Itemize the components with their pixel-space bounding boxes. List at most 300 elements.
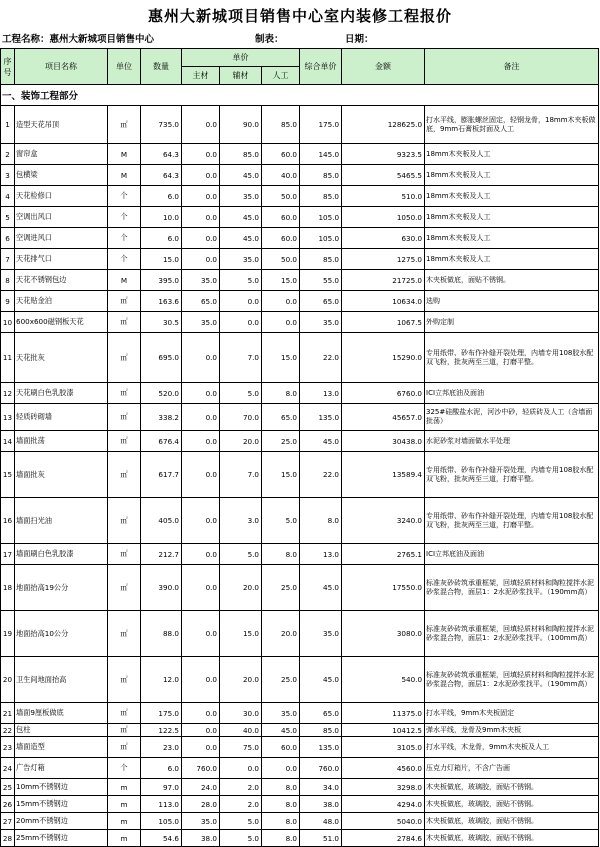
cell-amount: 30438.0: [342, 431, 425, 452]
cell-seq: 10: [1, 312, 15, 333]
cell-unit: 个: [108, 249, 141, 270]
cell-qty: 520.0: [141, 383, 182, 404]
cell-unit: ㎡: [108, 404, 141, 431]
cell-labor: 60.0: [262, 144, 300, 165]
cell-amount: 3080.0: [342, 611, 425, 657]
cell-labor: 0.0: [262, 758, 300, 779]
section-title: 一、装饰工程部分: [1, 85, 599, 106]
cell-combined-price: 35.0: [300, 312, 342, 333]
cell-main-material: 35.0: [182, 813, 220, 830]
cell-remark: ICI立邦底油及面油: [425, 544, 599, 565]
table-row: [1, 657, 599, 703]
cell-qty: 64.3: [141, 144, 182, 165]
cell-amount: 10412.5: [342, 724, 425, 737]
cell-qty: 10.0: [141, 207, 182, 228]
cell-unit: ㎡: [108, 498, 141, 544]
document-title: 惠州大新城项目销售中心室内装修工程报价: [147, 7, 452, 25]
cell-item-name: 墙面造型: [15, 737, 108, 758]
cell-combined-price: 35.0: [300, 611, 342, 657]
cell-amount: 10634.0: [342, 291, 425, 312]
cell-combined-price: 85.0: [300, 186, 342, 207]
cell-labor: 60.0: [262, 737, 300, 758]
cell-labor: 60.0: [262, 228, 300, 249]
cell-seq: 21: [1, 703, 15, 724]
cell-labor: 50.0: [262, 186, 300, 207]
table-row: [1, 452, 599, 498]
cell-labor: 15.0: [262, 333, 300, 383]
cell-amount: 17550.0: [342, 565, 425, 611]
cell-aux-material: 45.0: [220, 165, 262, 186]
cell-main-material: 0.0: [182, 228, 220, 249]
cell-combined-price: 55.0: [300, 270, 342, 291]
cell-item-name: 广告灯箱: [15, 758, 108, 779]
cell-unit: 个: [108, 228, 141, 249]
cell-seq: 15: [1, 452, 15, 498]
cell-seq: 13: [1, 404, 15, 431]
cell-remark: 打水平线，膨胀螺丝固定，轻钢龙骨，18mm木夹板做底，9mm石膏板封面及人工: [425, 106, 599, 144]
cell-seq: 16: [1, 498, 15, 544]
project-info-row: [0, 32, 600, 48]
cell-amount: 13589.4: [342, 452, 425, 498]
table-row: [1, 383, 599, 404]
cell-qty: 390.0: [141, 565, 182, 611]
cell-qty: 395.0: [141, 270, 182, 291]
cell-main-material: 0.0: [182, 498, 220, 544]
header-main: 主材: [182, 67, 220, 85]
cell-combined-price: 135.0: [300, 404, 342, 431]
header-row-top: [1, 49, 599, 67]
cell-unit: ㎡: [108, 452, 141, 498]
cell-main-material: 24.0: [182, 779, 220, 796]
cell-aux-material: 90.0: [220, 106, 262, 144]
cell-item-name: 天花排气口: [15, 249, 108, 270]
table-row: [1, 207, 599, 228]
cell-main-material: 0.0: [182, 383, 220, 404]
cell-aux-material: 7.0: [220, 452, 262, 498]
cell-combined-price: 8.0: [300, 498, 342, 544]
cell-remark: 标准灰砂砖筑承重框架，回填轻质材料和陶粒搅拌水泥砂浆混合物，面层1：2水泥砂浆找平。（100mm高）: [425, 611, 599, 657]
cell-seq: 9: [1, 291, 15, 312]
cell-aux-material: 0.0: [220, 291, 262, 312]
header-unit-price: 单价: [182, 49, 300, 67]
cell-labor: 25.0: [262, 565, 300, 611]
cell-combined-price: 45.0: [300, 431, 342, 452]
cell-remark: 18mm木夹板及人工: [425, 228, 599, 249]
header-combined: 综合单价: [300, 49, 342, 85]
cell-main-material: 0.0: [182, 144, 220, 165]
cell-labor: 85.0: [262, 106, 300, 144]
cell-unit: ㎡: [108, 737, 141, 758]
table-row: [1, 611, 599, 657]
cell-aux-material: 5.0: [220, 383, 262, 404]
table-row: [1, 565, 599, 611]
cell-amount: 9323.5: [342, 144, 425, 165]
cell-item-name: 空调出风口: [15, 207, 108, 228]
cell-combined-price: 48.0: [300, 813, 342, 830]
cell-remark: 18mm木夹板及人工: [425, 249, 599, 270]
cell-unit: ㎡: [108, 544, 141, 565]
table-row: [1, 758, 599, 779]
cell-remark: 325#硅酸盐水泥，河沙中砂，轻质砖及人工（含墙面批荡）: [425, 404, 599, 431]
cell-combined-price: 85.0: [300, 249, 342, 270]
cell-main-material: 760.0: [182, 758, 220, 779]
cell-seq: 17: [1, 544, 15, 565]
cell-item-name: 25mm不锈钢边: [15, 830, 108, 847]
cell-unit: M: [108, 165, 141, 186]
cell-item-name: 天花检修口: [15, 186, 108, 207]
cell-remark: 弹水平线，龙骨及9mm木夹板: [425, 724, 599, 737]
cell-seq: 22: [1, 724, 15, 737]
cell-item-name: 天花刷白色乳胶漆: [15, 383, 108, 404]
cell-labor: 60.0: [262, 207, 300, 228]
table-row: [1, 312, 599, 333]
cell-combined-price: 175.0: [300, 106, 342, 144]
cell-combined-price: 51.0: [300, 830, 342, 847]
cell-qty: 338.2: [141, 404, 182, 431]
cell-main-material: 0.0: [182, 207, 220, 228]
cell-aux-material: 2.0: [220, 779, 262, 796]
cell-unit: 个: [108, 758, 141, 779]
cell-main-material: 0.0: [182, 249, 220, 270]
cell-main-material: 0.0: [182, 724, 220, 737]
cell-qty: 15.0: [141, 249, 182, 270]
cell-aux-material: 5.0: [220, 270, 262, 291]
cell-labor: 35.0: [262, 703, 300, 724]
cell-seq: 11: [1, 333, 15, 383]
cell-unit: M: [108, 270, 141, 291]
cell-main-material: 0.0: [182, 452, 220, 498]
cell-seq: 1: [1, 106, 15, 144]
cell-item-name: 墙面9厘板做底: [15, 703, 108, 724]
cell-combined-price: 13.0: [300, 544, 342, 565]
table-row: [1, 106, 599, 144]
cell-qty: 676.4: [141, 431, 182, 452]
cell-item-name: 天花贴金泊: [15, 291, 108, 312]
cell-aux-material: 15.0: [220, 611, 262, 657]
cell-unit: m: [108, 796, 141, 813]
cell-amount: 21725.0: [342, 270, 425, 291]
cell-main-material: 0.0: [182, 565, 220, 611]
cell-qty: 88.0: [141, 611, 182, 657]
table-row: [1, 270, 599, 291]
cell-labor: 45.0: [262, 724, 300, 737]
cell-aux-material: 20.0: [220, 657, 262, 703]
header-item: 项目名称: [15, 49, 108, 85]
table-row: [1, 813, 599, 830]
table-row: [1, 498, 599, 544]
header-unit: 单位: [108, 49, 141, 85]
cell-combined-price: 38.0: [300, 796, 342, 813]
cell-labor: 65.0: [262, 404, 300, 431]
cell-item-name: 墙面刷白色乳胶漆: [15, 544, 108, 565]
quotation-table: [0, 48, 599, 847]
cell-combined-price: 13.0: [300, 383, 342, 404]
cell-unit: ㎡: [108, 611, 141, 657]
cell-qty: 97.0: [141, 779, 182, 796]
cell-amount: 11375.0: [342, 703, 425, 724]
cell-remark: 打水平线，木龙骨，9mm木夹板及人工: [425, 737, 599, 758]
cell-labor: 25.0: [262, 431, 300, 452]
cell-remark: ICI立邦底油及面油: [425, 383, 599, 404]
cell-labor: 8.0: [262, 383, 300, 404]
cell-amount: 6760.0: [342, 383, 425, 404]
cell-amount: 540.0: [342, 657, 425, 703]
cell-item-name: 包柱: [15, 724, 108, 737]
cell-remark: 18mm木夹板及人工: [425, 165, 599, 186]
cell-main-material: 0.0: [182, 186, 220, 207]
header-labor: 人工: [262, 67, 300, 85]
cell-labor: 25.0: [262, 657, 300, 703]
cell-remark: 压克力灯箱片，不含广告画: [425, 758, 599, 779]
cell-amount: 1067.5: [342, 312, 425, 333]
cell-labor: 8.0: [262, 779, 300, 796]
cell-labor: 20.0: [262, 611, 300, 657]
cell-qty: 617.7: [141, 452, 182, 498]
table-row: [1, 186, 599, 207]
cell-main-material: 0.0: [182, 165, 220, 186]
cell-item-name: 轻质砖砌墙: [15, 404, 108, 431]
cell-unit: ㎡: [108, 383, 141, 404]
cell-unit: ㎡: [108, 106, 141, 144]
cell-qty: 735.0: [141, 106, 182, 144]
cell-seq: 12: [1, 383, 15, 404]
cell-item-name: 墙面扫光油: [15, 498, 108, 544]
cell-qty: 175.0: [141, 703, 182, 724]
cell-qty: 105.0: [141, 813, 182, 830]
cell-amount: 3105.0: [342, 737, 425, 758]
cell-main-material: 0.0: [182, 431, 220, 452]
header-qty: 数量: [141, 49, 182, 85]
cell-item-name: 20mm不锈钢边: [15, 813, 108, 830]
cell-amount: 2765.1: [342, 544, 425, 565]
cell-qty: 695.0: [141, 333, 182, 383]
cell-unit: ㎡: [108, 703, 141, 724]
cell-unit: ㎡: [108, 724, 141, 737]
cell-combined-price: 145.0: [300, 144, 342, 165]
cell-seq: 7: [1, 249, 15, 270]
cell-remark: 外购定制: [425, 312, 599, 333]
cell-labor: 40.0: [262, 165, 300, 186]
table-row: [1, 291, 599, 312]
cell-amount: 4294.0: [342, 796, 425, 813]
cell-aux-material: 35.0: [220, 186, 262, 207]
table-row: [1, 249, 599, 270]
cell-unit: 个: [108, 207, 141, 228]
cell-qty: 113.0: [141, 796, 182, 813]
cell-qty: 30.5: [141, 312, 182, 333]
table-row: [1, 703, 599, 724]
cell-amount: 630.0: [342, 228, 425, 249]
cell-labor: 0.0: [262, 312, 300, 333]
cell-main-material: 0.0: [182, 737, 220, 758]
table-row: [1, 165, 599, 186]
cell-amount: 128625.0: [342, 106, 425, 144]
cell-item-name: 地面抬高10公分: [15, 611, 108, 657]
cell-main-material: 0.0: [182, 333, 220, 383]
cell-amount: 510.0: [342, 186, 425, 207]
cell-unit: M: [108, 144, 141, 165]
cell-aux-material: 5.0: [220, 813, 262, 830]
cell-main-material: 0.0: [182, 703, 220, 724]
cell-amount: 2784.6: [342, 830, 425, 847]
cell-unit: ㎡: [108, 657, 141, 703]
cell-qty: 23.0: [141, 737, 182, 758]
cell-qty: 6.0: [141, 758, 182, 779]
table-row: [1, 228, 599, 249]
cell-qty: 64.3: [141, 165, 182, 186]
cell-aux-material: 5.0: [220, 544, 262, 565]
maker-label: 制表：: [255, 34, 284, 45]
cell-amount: 45657.0: [342, 404, 425, 431]
cell-item-name: 15mm不锈钢边: [15, 796, 108, 813]
cell-item-name: 卫生间地面抬高: [15, 657, 108, 703]
cell-seq: 5: [1, 207, 15, 228]
cell-qty: 12.0: [141, 657, 182, 703]
cell-qty: 212.7: [141, 544, 182, 565]
section-row: [1, 85, 599, 106]
cell-labor: 15.0: [262, 270, 300, 291]
cell-amount: 5465.5: [342, 165, 425, 186]
cell-aux-material: 20.0: [220, 565, 262, 611]
cell-combined-price: 760.0: [300, 758, 342, 779]
cell-seq: 26: [1, 796, 15, 813]
cell-aux-material: 85.0: [220, 144, 262, 165]
cell-main-material: 0.0: [182, 106, 220, 144]
cell-remark: 木夹板做底，玻璃胶，面贴不锈钢。: [425, 830, 599, 847]
cell-main-material: 0.0: [182, 404, 220, 431]
cell-main-material: 35.0: [182, 312, 220, 333]
cell-seq: 23: [1, 737, 15, 758]
cell-unit: ㎡: [108, 312, 141, 333]
cell-combined-price: 45.0: [300, 657, 342, 703]
cell-remark: 木夹板做底，玻璃胶，面贴不锈钢。: [425, 796, 599, 813]
cell-labor: 0.0: [262, 291, 300, 312]
cell-main-material: 0.0: [182, 657, 220, 703]
cell-seq: 20: [1, 657, 15, 703]
cell-aux-material: 35.0: [220, 249, 262, 270]
cell-unit: ㎡: [108, 333, 141, 383]
cell-remark: 木夹板做底，面贴不锈钢。: [425, 270, 599, 291]
cell-main-material: 0.0: [182, 611, 220, 657]
cell-aux-material: 3.0: [220, 498, 262, 544]
cell-combined-price: 34.0: [300, 779, 342, 796]
table-row: [1, 144, 599, 165]
cell-combined-price: 65.0: [300, 291, 342, 312]
cell-seq: 24: [1, 758, 15, 779]
cell-seq: 3: [1, 165, 15, 186]
cell-unit: ㎡: [108, 431, 141, 452]
header-amount: 金额: [342, 49, 425, 85]
cell-unit: m: [108, 779, 141, 796]
cell-labor: 8.0: [262, 813, 300, 830]
header-aux: 辅材: [220, 67, 262, 85]
cell-unit: m: [108, 830, 141, 847]
cell-item-name: 地面抬高19公分: [15, 565, 108, 611]
cell-labor: 15.0: [262, 452, 300, 498]
project-name-label: 工程名称：惠州大新城项目销售中心: [2, 34, 155, 45]
cell-item-name: 包横梁: [15, 165, 108, 186]
cell-seq: 14: [1, 431, 15, 452]
table-row: [1, 333, 599, 383]
cell-amount: 3298.0: [342, 779, 425, 796]
cell-amount: 1275.0: [342, 249, 425, 270]
cell-remark: 选购: [425, 291, 599, 312]
cell-aux-material: 0.0: [220, 312, 262, 333]
cell-item-name: 造型天花吊顶: [15, 106, 108, 144]
cell-aux-material: 70.0: [220, 404, 262, 431]
cell-item-name: 天花批灰: [15, 333, 108, 383]
date-label: 日期：: [345, 34, 374, 45]
cell-remark: 18mm木夹板及人工: [425, 186, 599, 207]
cell-qty: 6.0: [141, 186, 182, 207]
cell-item-name: 窗帘盒: [15, 144, 108, 165]
cell-seq: 4: [1, 186, 15, 207]
cell-remark: 水泥砂浆对墙面做水平处理: [425, 431, 599, 452]
cell-amount: 1050.0: [342, 207, 425, 228]
cell-unit: ㎡: [108, 565, 141, 611]
cell-remark: 18mm木夹板及人工: [425, 144, 599, 165]
cell-remark: 标准灰砂砖筑承重框架，回填轻质材料和陶粒搅拌水泥砂浆混合物，面层1：2水泥砂浆找平。（190mm高）: [425, 657, 599, 703]
cell-item-name: 空调进风口: [15, 228, 108, 249]
cell-amount: 15290.0: [342, 333, 425, 383]
cell-amount: 4560.0: [342, 758, 425, 779]
cell-seq: 18: [1, 565, 15, 611]
cell-combined-price: 135.0: [300, 737, 342, 758]
table-row: [1, 724, 599, 737]
cell-item-name: 10mm不锈钢边: [15, 779, 108, 796]
cell-amount: 5040.0: [342, 813, 425, 830]
table-row: [1, 544, 599, 565]
cell-qty: 54.6: [141, 830, 182, 847]
cell-seq: 27: [1, 813, 15, 830]
cell-seq: 28: [1, 830, 15, 847]
header-seq: 序号: [1, 49, 15, 85]
cell-item-name: 600x600磁钢板天花: [15, 312, 108, 333]
cell-aux-material: 45.0: [220, 228, 262, 249]
cell-seq: 8: [1, 270, 15, 291]
cell-labor: 5.0: [262, 498, 300, 544]
table-row: [1, 431, 599, 452]
table-row: [1, 796, 599, 813]
header-remark: 备注: [425, 49, 599, 85]
cell-item-name: 墙面批荡: [15, 431, 108, 452]
cell-labor: 8.0: [262, 544, 300, 565]
cell-combined-price: 22.0: [300, 333, 342, 383]
cell-amount: 3240.0: [342, 498, 425, 544]
cell-remark: 18mm木夹板及人工: [425, 207, 599, 228]
cell-aux-material: 5.0: [220, 830, 262, 847]
cell-unit: m: [108, 813, 141, 830]
cell-aux-material: 75.0: [220, 737, 262, 758]
cell-aux-material: 2.0: [220, 796, 262, 813]
cell-aux-material: 7.0: [220, 333, 262, 383]
cell-aux-material: 20.0: [220, 431, 262, 452]
cell-remark: 专用纸带、砂布作补缝开裂处理，内墙专用108胶水配双飞粉，批灰两至三道，打磨平整。: [425, 498, 599, 544]
cell-main-material: 65.0: [182, 291, 220, 312]
cell-combined-price: 85.0: [300, 724, 342, 737]
cell-main-material: 28.0: [182, 796, 220, 813]
cell-aux-material: 40.0: [220, 724, 262, 737]
cell-labor: 50.0: [262, 249, 300, 270]
cell-remark: 专用纸带、砂布作补缝开裂处理，内墙专用108胶水配双飞粉，批灰两至三道，打磨平整。: [425, 452, 599, 498]
cell-combined-price: 22.0: [300, 452, 342, 498]
cell-aux-material: 30.0: [220, 703, 262, 724]
cell-qty: 6.0: [141, 228, 182, 249]
cell-aux-material: 45.0: [220, 207, 262, 228]
cell-seq: 6: [1, 228, 15, 249]
cell-combined-price: 45.0: [300, 565, 342, 611]
cell-qty: 122.5: [141, 724, 182, 737]
